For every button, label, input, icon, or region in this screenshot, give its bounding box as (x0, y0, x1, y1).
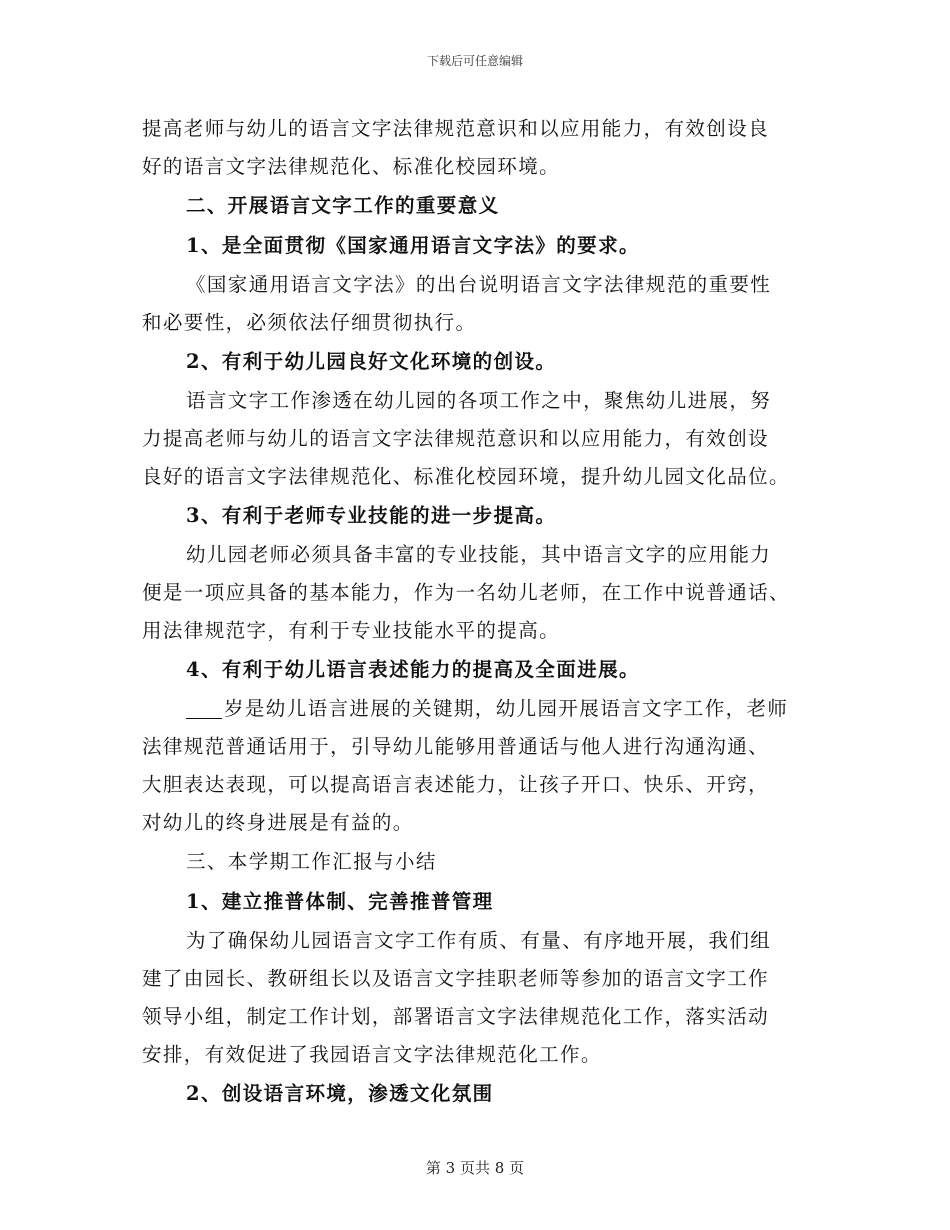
paragraph-line: 《国家通用语言文字法》的出台说明语言文字法律规范的重要性 (186, 273, 772, 296)
paragraph-line: 安排，有效促进了我园语言文字法律规范化工作。 (142, 1043, 602, 1066)
paragraph-line: 便是一项应具备的基本能力，作为一名幼儿老师，在工作中说普通话、 (142, 581, 790, 604)
subsection-heading: 4、有利于幼儿语言表述能力的提高及全面进展。 (186, 658, 640, 681)
paragraph-line: 幼儿园老师必须具备丰富的专业技能，其中语言文字的应用能力 (186, 543, 772, 566)
paragraph-line: 和必要性，必须依法仔细贯彻执行。 (142, 311, 477, 334)
document-body (142, 110, 810, 1114)
page-footer: 第 3 页共 8 页 (425, 1159, 525, 1177)
paragraph-line: 对幼儿的终身进展是有益的。 (142, 811, 414, 834)
fill-in-blank (186, 698, 222, 719)
paragraph-text: 岁是幼儿语言进展的关键期，幼儿园开展语言文字工作，老师 (224, 697, 789, 720)
paragraph-line: 良好的语言文字法律规范化、标准化校园环境，提升幼儿园文化品位。 (142, 465, 790, 488)
paragraph-line: 大胆表达表现，可以提高语言表述能力，让孩子开口、快乐、开窍， (142, 773, 770, 796)
paragraph-line: 领导小组，制定工作计划，部署语言文字法律规范化工作，落实活动 (142, 1005, 770, 1028)
subsection-heading: 2、有利于幼儿园良好文化环境的创设。 (186, 350, 557, 373)
paragraph-line: 提高老师与幼儿的语言文字法律规范意识和以应用能力，有效创设良 (142, 117, 770, 140)
paragraph-line: 力提高老师与幼儿的语言文字法律规范意识和以应用能力，有效创设 (142, 427, 770, 450)
section-heading: 二、开展语言文字工作的重要意义 (186, 194, 500, 217)
page-header: 下载后可任意编辑 (426, 54, 523, 68)
paragraph-line-with-blank (142, 690, 810, 728)
paragraph-line: 为了确保幼儿园语言文字工作有质、有量、有序地开展，我们组 (186, 929, 772, 952)
subsection-heading: 1、建立推普体制、完善推普管理 (186, 890, 494, 913)
paragraph-line: 好的语言文字法律规范化、标准化校园环境。 (142, 155, 561, 178)
section-heading: 三、本学期工作汇报与小结 (186, 850, 437, 873)
paragraph-line: 语言文字工作渗透在幼儿园的各项工作之中，聚焦幼儿进展，努 (186, 389, 772, 412)
subsection-heading: 1、是全面贯彻《国家通用语言文字法》的要求。 (186, 234, 640, 257)
paragraph-line: 用法律规范字，有利于专业技能水平的提高。 (142, 619, 561, 642)
paragraph-line: 法律规范普通话用于，引导幼儿能够用普通话与他人进行沟通沟通、 (142, 735, 770, 758)
subsection-heading: 3、有利于老师专业技能的进一步提高。 (186, 504, 557, 527)
paragraph-line: 建了由园长、教研组长以及语言文字挂职老师等参加的语言文字工作 (142, 967, 770, 990)
subsection-heading: 2、创设语言环境，渗透文化氛围 (186, 1082, 494, 1105)
